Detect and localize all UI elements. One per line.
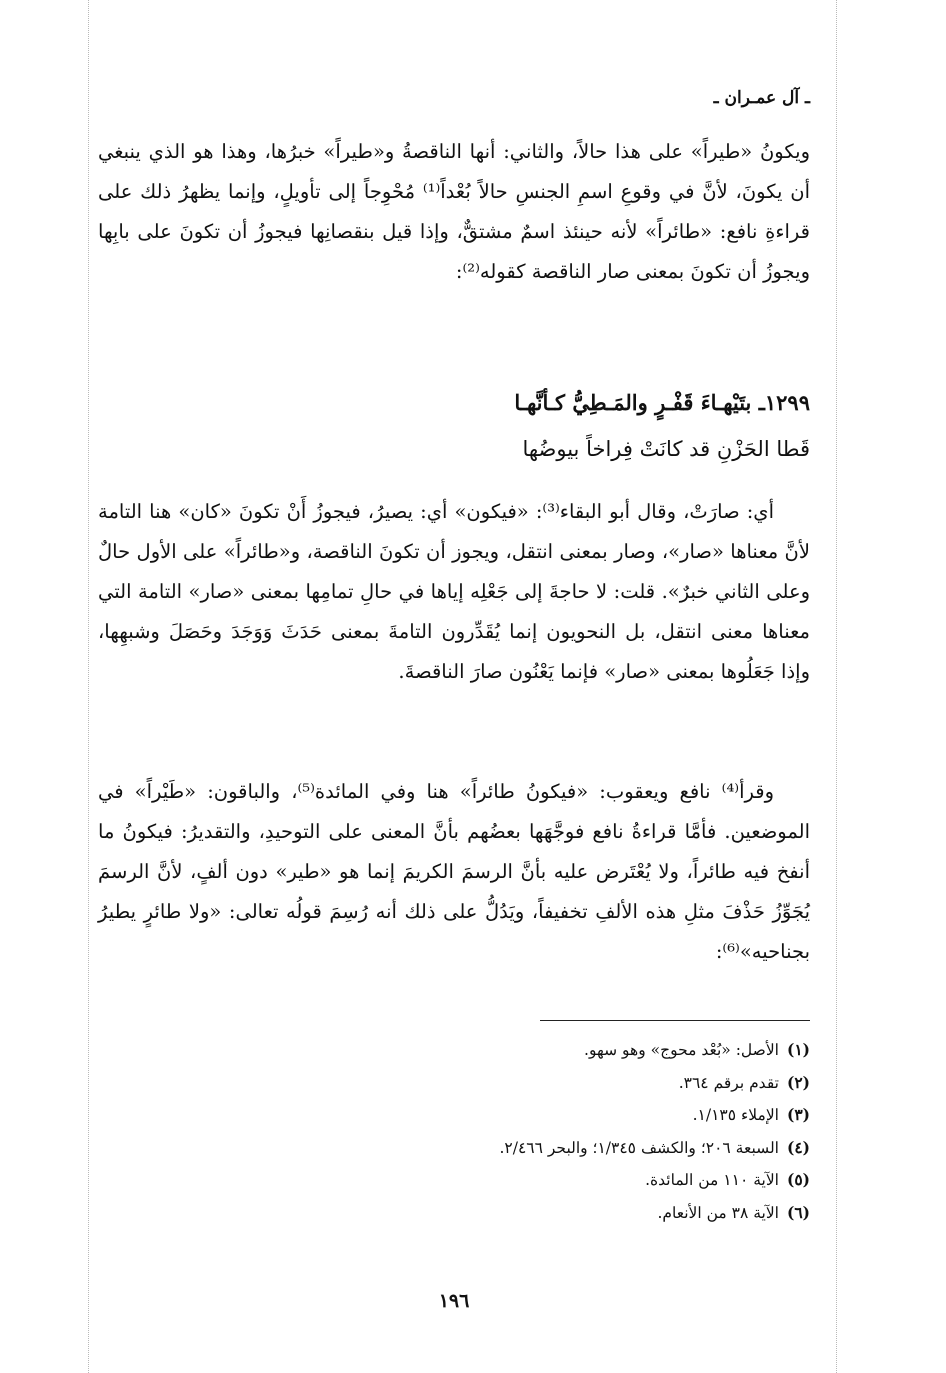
footnote-separator [540, 1020, 810, 1021]
footnote-text: الأصل: «بُعْد محوج» وهو سهو. [584, 1041, 779, 1059]
footnote-text: الإملاء ١/١٣٥. [692, 1106, 779, 1124]
footnote-number: (٤) [786, 1137, 810, 1157]
verse-line-1: ١٢٩٩ـ بتَيْهـاءَ قَفْـرٍ والمَـطِيُّ كـأنَّهـا [514, 390, 810, 415]
guide-line-left [88, 0, 89, 1373]
paragraph-2-text: أي: صارَتْ، وقال أبو البقاء⁽³⁾: «فيكون» أي: يصيرُ، فيجوزُ أَنْ تكونَ «كان» هنا التامة لأنَّ معناها «صار»، وصار بمعنى انتقل، ويجوز أن تكونَ الناقصة، و«طائراً» على الأول حالٌ وعلى الثاني خبرٌ». قلت: لا حاجةَ إلى جَعْلِه إياها في حالِ تمامِها بمعنى «صار» التامة التي معناها معنى انتقل، بل النحويون إنما يُقَدِّرون التامةَ بمعنى حَدَثَ وَوَجَدَ وحَصَلَ وشبهِها، وإذا جَعَلُوها بمعنى «صار» فإنما يَعْنُون صارَ الناقصةَ. [98, 500, 810, 683]
footnote-number: (٢) [786, 1072, 810, 1092]
page-number: ١٩٦ [438, 1290, 470, 1312]
paragraph-1 [98, 132, 810, 292]
paragraph-3 [98, 772, 810, 972]
footnote-item [98, 1197, 810, 1230]
footnote-text: الآية ١١٠ من المائدة. [645, 1171, 779, 1189]
footnote-item [98, 1164, 810, 1197]
footnote-item [98, 1099, 810, 1132]
poetry-verse [98, 380, 810, 472]
footnotes [98, 1034, 810, 1229]
paragraph-2 [98, 492, 810, 692]
footnote-number: (٥) [786, 1170, 810, 1189]
footnote-text: تقدم برقم ٣٦٤. [678, 1073, 779, 1092]
verse-line-2: قَطا الحَزْنِ قد كانَتْ فِراخاً بيوضُها [522, 437, 810, 461]
footnote-item [98, 1132, 810, 1165]
paragraph-3-text: وقرأ⁽⁴⁾ نافع ويعقوب: «فيكونُ طائراً» هنا وفي المائدة⁽⁵⁾، والباقون: «طَيْراً» في الموضعين. فأمَّا قراءةُ نافع فوجَّهَها بعضُهم بأنَّ المعنى على التوحيدِ، والتقديرُ: فيكونُ ما أنفخ فيه طائراً، ولا يُعْتَرض عليه بأنَّ الرسمَ الكريمَ إنما هو «طير» دون ألفٍ، لأنَّ الرسمَ يُجَوِّزُ حَذْفَ مثلِ هذه الألفِ تخفيفاً، ويَدُلُّ على ذلك أنه رُسِمَ قولُه تعالى: «ولا طائرٍ يطيرُ بجناحيه»⁽⁶⁾: [98, 780, 810, 963]
footnote-item [98, 1034, 810, 1067]
footnote-number: (٦) [786, 1202, 810, 1222]
footnote-number: (١) [786, 1040, 810, 1059]
guide-line-right [836, 0, 837, 1373]
running-header: ـ آل عمـران ـ [713, 88, 810, 108]
footnote-item [98, 1067, 810, 1100]
paragraph-1-text: ويكونُ «طيراً» على هذا حالاً، والثاني: أنها الناقصةُ و«طيراً» خبرُها، وهذا هو الذي ينبغي أن يكونَ، لأنَّ في وقوعِ اسمِ الجنسِ حالاً بُعْداً⁽¹⁾ مُحْوِجاً إلى تأويلٍ، وإنما يظهرُ ذلك على قراءةِ نافع: «طائراً» لأنه حينئذ اسمٌ مشتقٌّ، وإذا قيل بنقصانِها فيجوزُ أن تكونَ على بابِها ويجوزُ أن تكونَ بمعنى صار الناقصة كقوله⁽²⁾: [98, 140, 811, 283]
footnote-text: السبعة ٢٠٦؛ والكشف ١/٣٤٥؛ والبحر ٢/٤٦٦. [499, 1138, 779, 1157]
footnote-number: (٣) [786, 1105, 810, 1124]
footnote-text: الآية ٣٨ من الأنعام. [657, 1203, 779, 1222]
